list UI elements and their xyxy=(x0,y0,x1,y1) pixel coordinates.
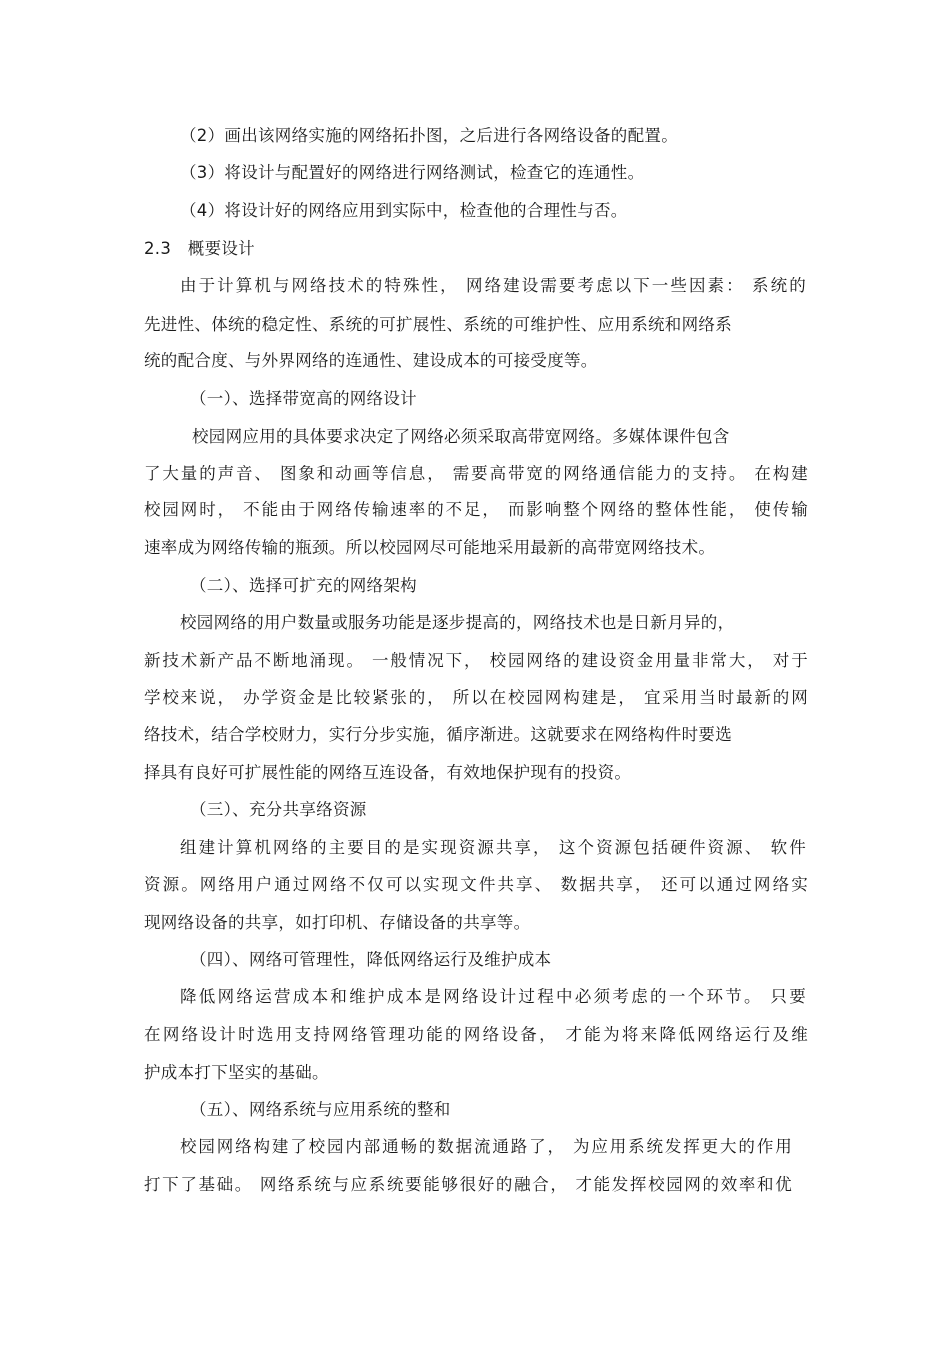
paragraph-line: 校园网络构建了校园内部通畅的数据流通路了， 为应用系统发挥更大的作用 xyxy=(180,1137,792,1156)
subsection-heading-2: （二）、选择可扩充的网络架构 xyxy=(190,576,417,595)
paragraph-line: 学校来说， 办学资金是比较紧张的， 所以在校园网构建是， 宜采用当时最新的网 xyxy=(144,688,808,707)
paragraph-line: 校园网时， 不能由于网络传输速率的不足， 而影响整个网络的整体性能， 使传输 xyxy=(144,500,808,519)
subsection-heading-3: （三）、充分共享络资源 xyxy=(190,800,367,819)
paragraph-line: 组建计算机网络的主要目的是实现资源共享， 这个资源包括硬件资源、 软件 xyxy=(180,838,806,857)
paragraph-line: 现网络设备的共享，如打印机、存储设备的共享等。 xyxy=(144,913,531,932)
list-item-step-2: （2）画出该网络实施的网络拓扑图，之后进行各网络设备的配置。 xyxy=(180,126,678,145)
list-item-step-3: （3）将设计与配置好的网络进行网络测试，检查它的连通性。 xyxy=(180,163,645,182)
paragraph-line: 护成本打下坚实的基础。 xyxy=(144,1063,329,1082)
list-item-step-4: （4）将设计好的网络应用到实际中，检查他的合理性与否。 xyxy=(180,201,628,220)
paragraph-line: 校园网络的用户数量或服务功能是逐步提高的，网络技术也是日新月异的， xyxy=(180,613,735,632)
paragraph-line: 统的配合度、与外界网络的连通性、建设成本的可接受度等。 xyxy=(144,351,598,370)
subsection-heading-5: （五）、网络系统与应用系统的整和 xyxy=(190,1100,451,1119)
subsection-heading-4: （四）、网络可管理性，降低网络运行及维护成本 xyxy=(190,950,552,969)
paragraph-line: 资源。网络用户通过网络不仅可以实现文件共享、 数据共享， 还可以通过网络实 xyxy=(144,875,808,894)
paragraph-line: 由于计算机与网络技术的特殊性， 网络建设需要考虑以下一些因素： 系统的 xyxy=(180,276,806,295)
paragraph-line: 在网络设计时选用支持网络管理功能的网络设备， 才能为将来降低网络运行及维 xyxy=(144,1025,808,1044)
subsection-heading-1: （一）、选择带宽高的网络设计 xyxy=(190,389,417,408)
paragraph-line: 络技术，结合学校财力，实行分步实施，循序渐进。这就要求在网络构件时要选 xyxy=(144,725,732,744)
paragraph-line: 打下了基础。 网络系统与应系统要能够很好的融合， 才能发挥校园网的效率和优 xyxy=(144,1175,792,1194)
paragraph-line: 速率成为网络传输的瓶颈。所以校园网尽可能地采用最新的高带宽网络技术。 xyxy=(144,538,716,557)
paragraph-line: 先进性、体统的稳定性、系统的可扩展性、系统的可维护性、应用系统和网络系 xyxy=(144,315,732,334)
paragraph-line: 校园网应用的具体要求决定了网络必须采取高带宽网络。多媒体课件包含 xyxy=(192,427,730,446)
section-heading-2-3: 2.3 概要设计 xyxy=(144,239,255,258)
paragraph-line: 了大量的声音、 图象和动画等信息， 需要高带宽的网络通信能力的支持。 在构建 xyxy=(144,464,808,483)
paragraph-line: 择具有良好可扩展性能的网络互连设备，有效地保护现有的投资。 xyxy=(144,763,632,782)
paragraph-line: 新技术新产品不断地涌现。 一般情况下， 校园网络的建设资金用量非常大， 对于 xyxy=(144,651,808,670)
paragraph-line: 降低网络运营成本和维护成本是网络设计过程中必须考虑的一个环节。 只要 xyxy=(180,987,806,1006)
